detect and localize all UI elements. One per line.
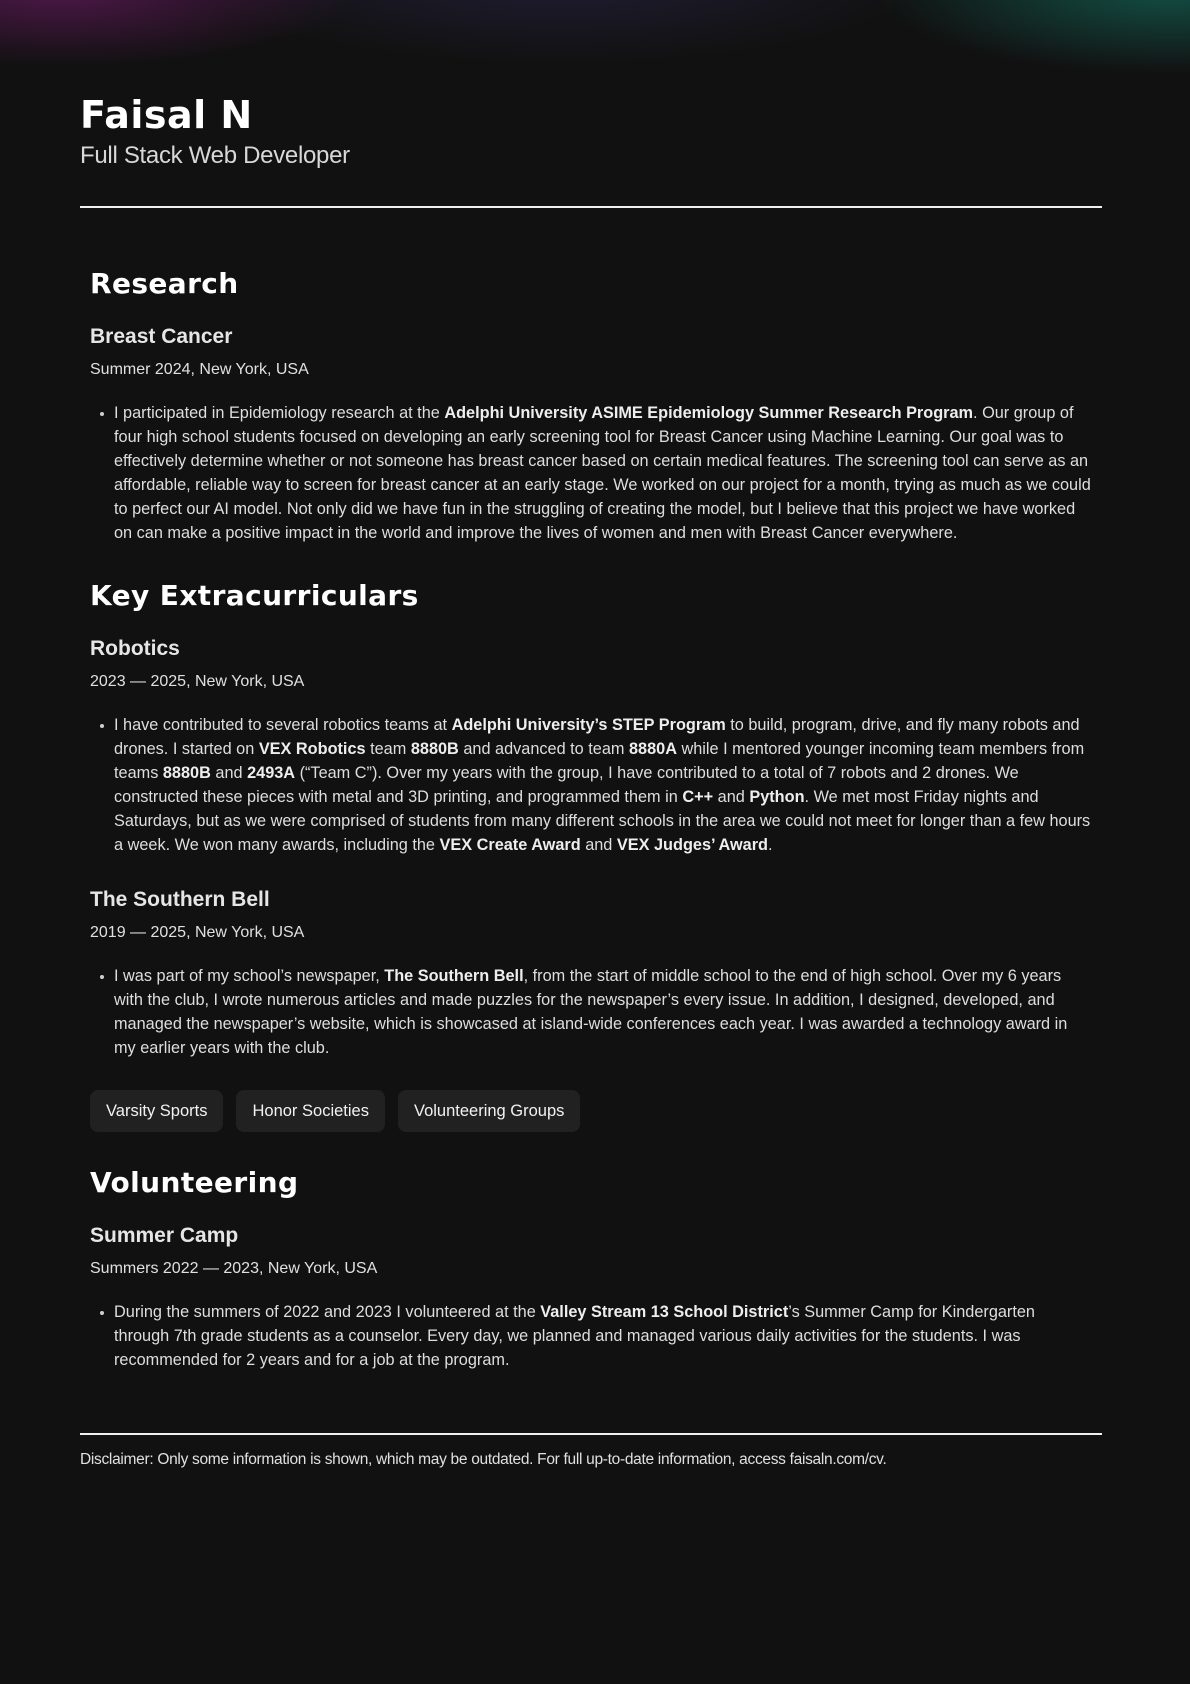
bold-text: 8880B [410, 740, 459, 758]
resume-page [80, 92, 1102, 1471]
bullet-list-southern-bell [90, 964, 1092, 1060]
top-gradient-glow [0, 0, 1190, 90]
bold-text: 8880B [162, 764, 211, 782]
entry-title-southern-bell: The Southern Bell [90, 888, 270, 911]
bullet-list-summer-camp [90, 1300, 1092, 1372]
entry-meta-breast-cancer: Summer 2024, New York, USA [90, 361, 309, 378]
bold-text: VEX Robotics [258, 740, 366, 758]
bullet-item: I was part of my school’s newspaper, The Southern Bell, from the start of middle school to the end of high school. Over my 6 years with the club, I wrote numerous articles and made puzzles for the newspaper’s every issue. In addition, I designed, developed, and managed the newspaper’s website, which is showcased at island-wide conferences each year. I was awarded a technology award in my earlier years with the club. [114, 964, 1092, 1060]
chip-volunteering-groups[interactable]: Volunteering Groups [398, 1090, 580, 1132]
entry-title-robotics: Robotics [90, 637, 180, 660]
footer-divider [80, 1433, 1102, 1435]
chip-honor-societies[interactable]: Honor Societies [236, 1090, 384, 1132]
bold-text: Valley Stream 13 School District [540, 1303, 789, 1321]
bullet-list-breast-cancer [90, 401, 1092, 545]
bullet-item: I participated in Epidemiology research at the Adelphi University ASIME Epidemiology Summer Research Program. Our group of four high school students focused on developing an early screening tool for Breast Cancer using Machine Learning. Our goal was to effectively determine whether or not someone has breast cancer based on certain medical features. The screening tool can serve as an affordable, reliable way to screen for breast cancer at an early stage. We worked on our project for a month, trying as much as we could to perfect our AI model. Not only did we have fun in the struggling of creating the model, but I believe that this project we have worked on can make a positive impact in the world and improve the lives of women and men with Breast Cancer everywhere. [114, 401, 1092, 545]
bold-text: The Southern Bell [384, 967, 524, 985]
resume-content [80, 266, 1102, 1372]
bold-text: C++ [682, 788, 714, 806]
header-divider [80, 206, 1102, 208]
section-title-volunteering: Volunteering [90, 1166, 299, 1199]
chip-varsity-sports[interactable]: Varsity Sports [90, 1090, 223, 1132]
section-title-research: Research [90, 267, 239, 300]
bold-text: 2493A [247, 764, 296, 782]
entry-title-summer-camp: Summer Camp [90, 1224, 239, 1247]
section-title-extracurriculars: Key Extracurriculars [90, 579, 419, 612]
bullet-item: During the summers of 2022 and 2023 I volunteered at the Valley Stream 13 School District’s Summer Camp for Kindergarten through 7th grade students as a counselor. Every day, we planned and managed various daily activities for the students. I was recommended for 2 years and for a job at the program. [114, 1300, 1092, 1372]
extracurriculars-section [90, 578, 1092, 1132]
research-section [90, 266, 1092, 545]
entry-meta-southern-bell: 2019 — 2025, New York, USA [90, 924, 305, 941]
footer-disclaimer: Disclaimer: Only some information is shown, which may be outdated. For full up-to-date information, access faisaln.com/cv. [80, 1451, 887, 1468]
resume-header [80, 92, 1102, 172]
bold-text: Python [749, 788, 805, 806]
bold-text: 8880A [628, 740, 677, 758]
entry-meta-robotics: 2023 — 2025, New York, USA [90, 673, 305, 690]
bold-text: VEX Create Award [439, 836, 581, 854]
volunteering-section [90, 1165, 1092, 1372]
bold-text: VEX Judges’ Award [616, 836, 769, 854]
entry-title-breast-cancer: Breast Cancer [90, 325, 233, 348]
person-name: Faisal N [80, 93, 253, 137]
entry-meta-summer-camp: Summers 2022 — 2023, New York, USA [90, 1260, 378, 1277]
job-title: Full Stack Web Developer [80, 142, 350, 169]
bold-text: Adelphi University ASIME Epidemiology Summer Research Program [444, 404, 974, 422]
bullet-list-robotics [90, 713, 1092, 857]
bullet-item: I have contributed to several robotics teams at Adelphi University’s STEP Program to build, program, drive, and fly many robots and drones. I started on VEX Robotics team 8880B and advanced to team 8880A while I mentored younger incoming team members from teams 8880B and 2493A (“Team C”). Over my years with the group, I have contributed to a total of 7 robots and 2 drones. We constructed these pieces with metal and 3D printing, and programmed them in C++ and Python. We met most Friday nights and Saturdays, but as we were comprised of students from many different schools in the area we could not meet for longer than a few hours a week. We won many awards, including the VEX Create Award and VEX Judges’ Award. [114, 713, 1092, 857]
bold-text: Adelphi University’s STEP Program [451, 716, 726, 734]
activity-chip-group [90, 1090, 1092, 1132]
